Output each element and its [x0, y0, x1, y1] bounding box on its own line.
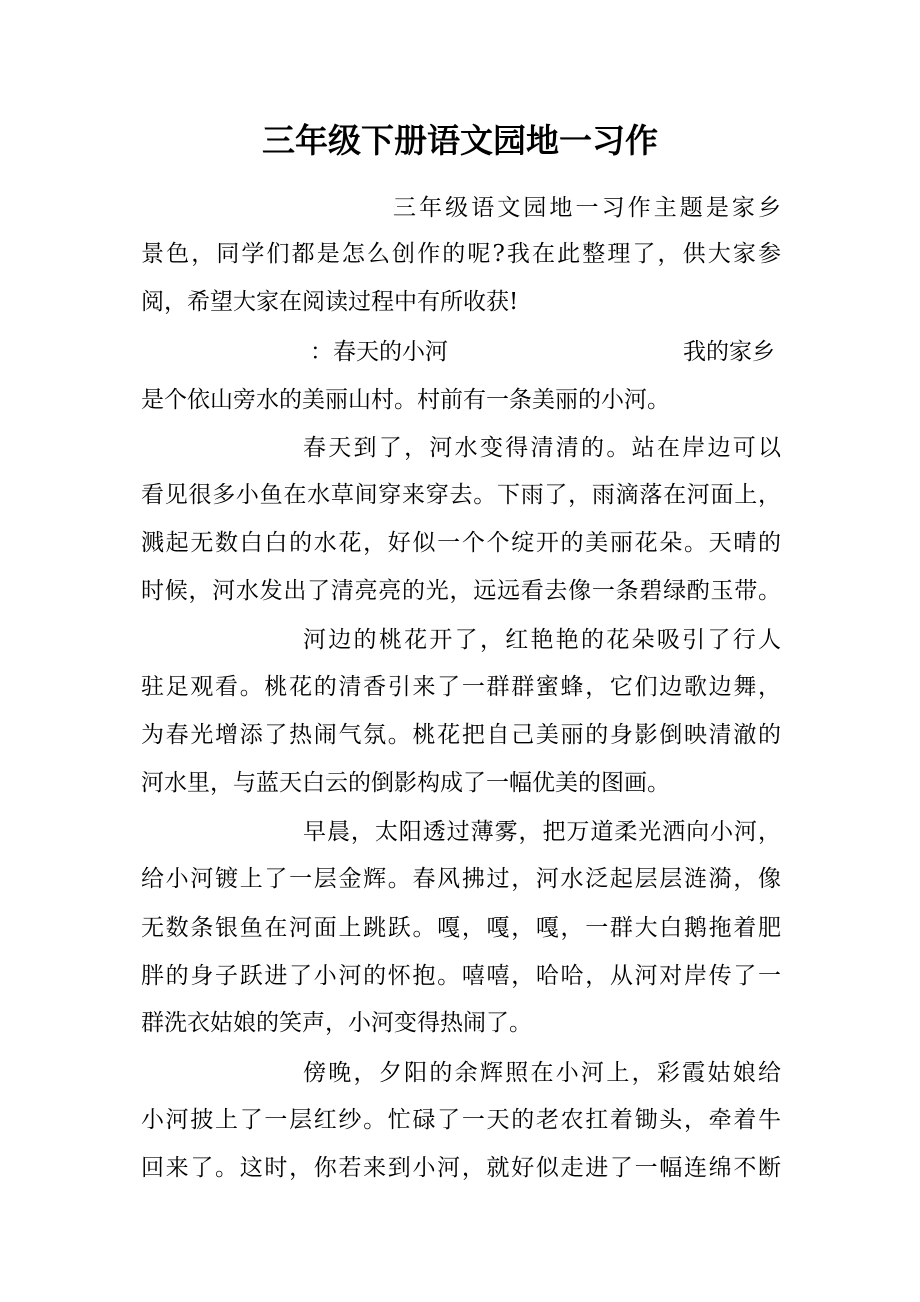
paragraph-line: 群洗衣姑娘的笑声，小河变得热闹了。 — [141, 1010, 532, 1036]
intro-line: 三年级语文园地一习作主题是家乡 — [393, 195, 781, 221]
paragraph-line: 河边的桃花开了，红艳艳的花朵吸引了行人 — [303, 627, 781, 653]
paragraph-line: 傍晚，夕阳的余辉照在小河上，彩霞姑娘给 — [303, 1060, 781, 1086]
paragraph-line: 溅起无数白白的水花，好似一个个绽开的美丽花朵。天晴的 — [141, 530, 781, 556]
paragraph-line: 时候，河水发出了清亮亮的光，远远看去像一条碧绿酌玉带。 — [141, 578, 781, 604]
paragraph-line: 胖的身子跃进了小河的怀抱。嘻嘻，哈哈，从河对岸传了一 — [141, 963, 781, 989]
essay-first-words: 我的家乡 — [683, 339, 775, 365]
paragraph-line: 是个依山旁水的美丽山村。村前有一条美丽的小河。 — [141, 387, 670, 413]
intro-line: 阅，希望大家在阅读过程中有所收获! — [141, 289, 519, 315]
paragraph-line: 小河披上了一层红纱。忙碌了一天的老农扛着锄头，牵着牛 — [141, 1107, 781, 1133]
essay-title: ：春天的小河 — [310, 339, 448, 365]
document-title: 三年级下册语文园地一习作 — [262, 121, 658, 160]
paragraph-line: 给小河镀上了一层金辉。春风拂过，河水泛起层层涟漪，像 — [141, 866, 781, 892]
intro-line: 景色，同学们都是怎么创作的呢?我在此整理了，供大家参 — [141, 241, 781, 267]
paragraph-line: 早晨，太阳透过薄雾，把万道柔光洒向小河， — [303, 819, 781, 845]
paragraph-line: 无数条银鱼在河面上跳跃。嘎，嘎，嘎，一群大白鹅拖着肥 — [141, 915, 781, 941]
paragraph-line: 春天到了，河水变得清清的。站在岸边可以 — [303, 435, 781, 461]
paragraph-line: 看见很多小鱼在水草间穿来穿去。下雨了，雨滴落在河面上， — [141, 482, 781, 508]
paragraph-line: 驻足观看。桃花的清香引来了一群群蜜蜂，它们边歌边舞， — [141, 674, 781, 700]
paragraph-line: 回来了。这时，你若来到小河，就好似走进了一幅连绵不断 — [141, 1155, 781, 1181]
paragraph-line: 河水里，与蓝天白云的倒影构成了一幅优美的图画。 — [141, 770, 670, 796]
paragraph-line: 为春光增添了热闹气氛。桃花把自己美丽的身影倒映清澈的 — [141, 722, 781, 748]
